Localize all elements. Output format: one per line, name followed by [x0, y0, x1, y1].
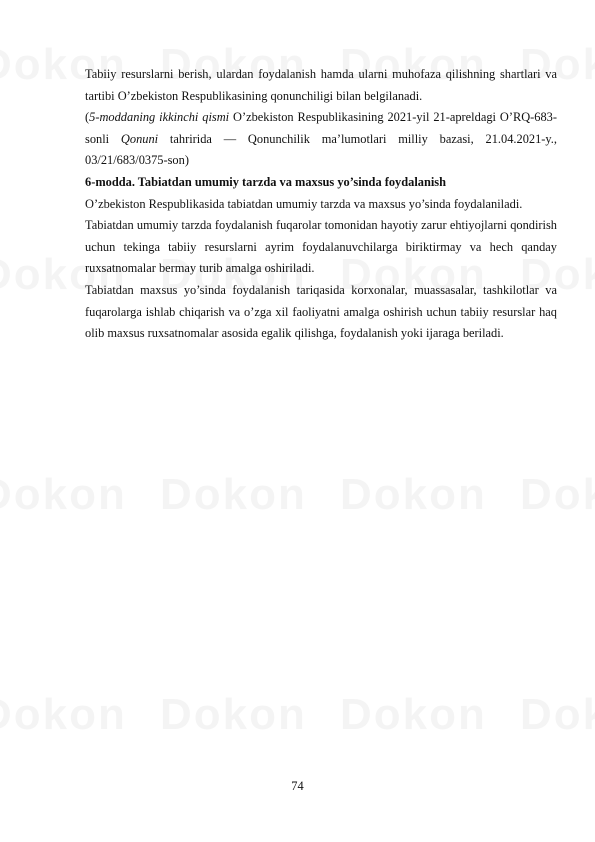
note-open: (	[85, 110, 90, 125]
paragraph-3: Tabiatdan umumiy tarzda foydalanish fuqarolar tomonidan hayotiy zarur ehtiyojlarni qondirish uchun tekinga tabiiy resurslarni ayrim foydalanuvchilarga biriktirmay va hech qanday ruxsatnomalar bermay turib amalga oshiriladi.	[85, 218, 557, 276]
watermark-text	[0, 690, 127, 740]
note-law-name: Qonuni	[120, 131, 159, 146]
watermark-text	[160, 690, 307, 740]
watermark-text	[520, 470, 595, 520]
page-number: 74	[291, 779, 304, 793]
watermark-text	[520, 690, 595, 740]
note-source: tahririda — Qonunchilik ma’lumotlari milliy bazasi, 21.04.2021-y., 03/21/683/0375-son)	[85, 131, 557, 168]
note-text-part: O’zbekiston Respublikasining 2021-yil 21-apreldagi O’RQ-683-sonli	[85, 110, 557, 146]
watermark-text	[340, 690, 487, 740]
watermark-text	[160, 470, 307, 520]
article-heading: 6-modda. Tabiatdan umumiy tarzda va maxsus yo’sinda foydalanish	[85, 174, 447, 189]
document-body	[85, 64, 557, 345]
paragraph-2: O’zbekiston Respublikasida tabiatdan umumiy tarzda va maxsus yo’sinda foydalaniladi.	[85, 196, 523, 211]
watermark-text	[340, 470, 487, 520]
paragraph-4: Tabiatdan maxsus yo’sinda foydalanish tariqasida korxonalar, muassasalar, tashkilotlar va fuqarolarga ishlab chiqarish va o’zga xil faoliyatni amalga oshirish uchun tabiiy resurslar haq olib maxsus ruxsatnomalar asosida egalik qilishga, foydalanish yoki ijaraga beriladi.	[85, 282, 557, 341]
note-italic-part: 5-moddaning ikkinchi qismi	[89, 110, 230, 125]
watermark-text	[0, 470, 127, 520]
paragraph-1: Tabiiy resurslarni berish, ulardan foydalanish hamda ularni muhofaza qilishning shartlari va tartibi O’zbekiston Respublikasining qonunchiligi bilan belgilanadi.	[85, 67, 557, 103]
amendment-note	[85, 107, 557, 172]
